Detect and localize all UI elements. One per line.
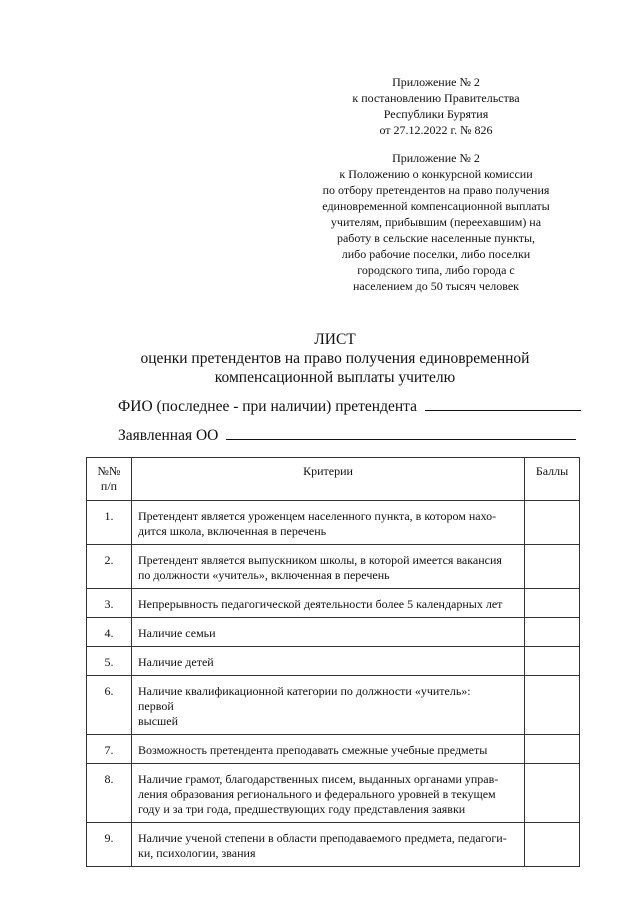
criterion-line: Претендент является выпускником школы, в которой имеется вакансия: [138, 553, 502, 567]
score-cell[interactable]: [525, 618, 580, 647]
appendix-government: [300, 74, 572, 138]
oo-field: [118, 425, 576, 445]
header-number: №№ п/п: [87, 458, 132, 501]
criterion-line: Наличие квалификационной категории по должности «учитель»:: [138, 684, 471, 698]
criterion-line: Непрерывность педагогической деятельности более 5 календарных лет: [138, 597, 503, 611]
header-score: Баллы: [525, 458, 580, 501]
table-row: [87, 647, 580, 676]
table-row: [87, 618, 580, 647]
criterion-line: Наличие семьи: [138, 626, 216, 640]
row-criterion: [132, 735, 525, 764]
appendix-line: Приложение № 2: [392, 151, 480, 165]
title-heading: ЛИСТ: [314, 331, 356, 348]
score-cell[interactable]: [525, 589, 580, 618]
criterion-line: Наличие ученой степени в области преподаваемого предмета, педагоги-: [138, 831, 507, 845]
row-criterion: [132, 823, 525, 867]
criterion-line: Претендент является уроженцем населенного пункта, в котором нахо-: [138, 509, 497, 523]
table-row: [87, 764, 580, 823]
row-number: 7.: [87, 735, 132, 764]
appendix-line: населением до 50 тысяч человек: [352, 279, 520, 293]
row-number: 5.: [87, 647, 132, 676]
row-criterion: [132, 589, 525, 618]
title-line: оценки претендентов на право получения единовременной: [140, 350, 530, 367]
criterion-line: дится школа, включенная в перечень: [138, 524, 327, 538]
appendix-line: работу в сельские населенные пункты,: [336, 231, 536, 245]
table-row: [87, 545, 580, 589]
row-number: 2.: [87, 545, 132, 589]
row-criterion: [132, 501, 525, 545]
criterion-line: Наличие детей: [138, 655, 214, 669]
row-number: 1.: [87, 501, 132, 545]
document-title: [80, 330, 590, 387]
score-cell[interactable]: [525, 647, 580, 676]
appendix-line: единовременной компенсационной выплаты: [322, 199, 550, 213]
appendix-line: к постановлению Правительства: [352, 91, 520, 105]
table-row: [87, 823, 580, 867]
criterion-line: году и за три года, предшествующих году представления заявки: [138, 802, 466, 816]
appendix-line: по отбору претендентов на право получения: [322, 183, 550, 197]
appendix-line: учителям, прибывшим (переехавшим) на: [330, 215, 542, 229]
appendix-line: Республики Бурятия: [383, 107, 489, 121]
criterion-line: по должности «учитель», включенная в перечень: [138, 568, 390, 582]
table-header-row: [87, 458, 580, 501]
appendix-line: городского типа, либо города с: [357, 263, 515, 277]
row-number: 3.: [87, 589, 132, 618]
title-line: компенсационной выплаты учителю: [214, 369, 456, 386]
appendix-regulation: [300, 150, 572, 294]
criteria-table: [86, 457, 580, 867]
fio-field: [118, 396, 581, 416]
score-cell[interactable]: [525, 501, 580, 545]
fio-blank-line[interactable]: [425, 396, 581, 411]
criterion-line: Возможность претендента преподавать смежные учебные предметы: [138, 743, 488, 757]
appendix-line: Приложение № 2: [392, 75, 480, 89]
criterion-line: первой: [138, 699, 174, 713]
fio-label: ФИО (последнее - при наличии) претендента: [118, 398, 417, 415]
header-criteria: Критерии: [132, 458, 525, 501]
appendix-line: от 27.12.2022 г. № 826: [379, 123, 493, 137]
row-criterion: [132, 647, 525, 676]
oo-label: Заявленная ОО: [118, 427, 219, 444]
score-cell[interactable]: [525, 823, 580, 867]
row-criterion: [132, 764, 525, 823]
criterion-line: высшей: [138, 714, 179, 728]
row-number: 4.: [87, 618, 132, 647]
table-row: [87, 735, 580, 764]
criterion-line: ления образования регионального и федерального уровней в текущем: [138, 787, 496, 801]
criterion-line: ки, психологии, звания: [138, 846, 256, 860]
appendix-line: к Положению о конкурсной комиссии: [339, 167, 533, 181]
row-criterion: [132, 618, 525, 647]
row-number: 9.: [87, 823, 132, 867]
score-cell[interactable]: [525, 735, 580, 764]
table-row: [87, 589, 580, 618]
row-criterion: [132, 676, 525, 735]
table-row: [87, 676, 580, 735]
appendix-line: либо рабочие поселки, либо поселки: [341, 247, 531, 261]
score-cell[interactable]: [525, 676, 580, 735]
score-cell[interactable]: [525, 764, 580, 823]
row-number: 6.: [87, 676, 132, 735]
score-cell[interactable]: [525, 545, 580, 589]
oo-blank-line[interactable]: [226, 425, 576, 440]
row-number: 8.: [87, 764, 132, 823]
table-row: [87, 501, 580, 545]
row-criterion: [132, 545, 525, 589]
criterion-line: Наличие грамот, благодарственных писем, выданных органами управ-: [138, 772, 499, 786]
